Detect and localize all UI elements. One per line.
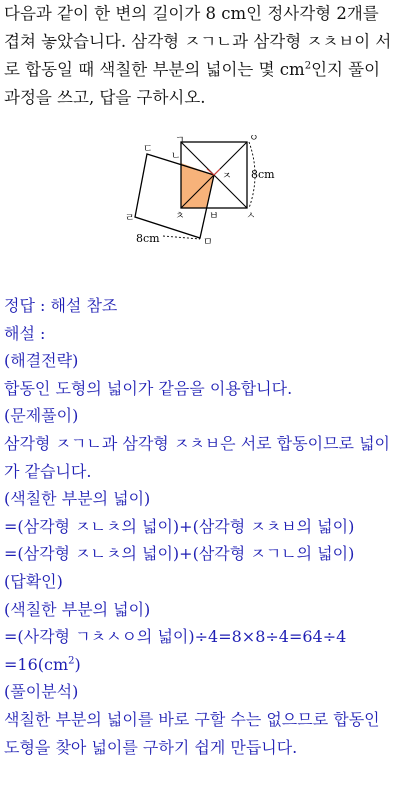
label-o: ㅇ [249,135,259,144]
question-body-end: 인지 풀이 과정을 쓰고, 답을 구하시오. [4,60,381,107]
check-result-sup: 2 [68,655,75,667]
overlapping-squares-figure [125,135,275,247]
label-ch: ㅊ [175,211,185,222]
solution-text: 삼각형 ㅈㄱㄴ과 삼각형 ㅈㅊㅂ은 서로 합동이므로 넓이가 같습니다. [4,433,391,481]
question-body: 다음과 같이 한 변의 길이가 8 cm인 정사각형 2개를 겹쳐 놓았습니다. 삼각형 ㅈㄱㄴ과 삼각형 ㅈㅊㅂ이 서로 합동일 때 색칠한 부분의 넓이는 몇 cm [4,4,392,79]
question-text [4,0,396,112]
explanation-heading: 해설 : [4,323,46,343]
check-step-2: =(사각형 ㄱㅊㅅㅇ의 넓이)÷4=8×8÷4=64÷4 [4,627,347,647]
label-r: ㄹ [125,213,135,224]
label-d: ㄷ [143,144,153,155]
label-b: ㅂ [209,211,219,222]
solution-step-1: (색칠한 부분의 넓이) [4,489,151,509]
analysis-heading: (풀이분석) [4,682,79,702]
solution-step-2: =(삼각형 ㅈㄴㅊ의 넓이)+(삼각형 ㅈㅊㅂ의 넓이) [4,516,355,536]
label-j: ㅈ [222,171,232,182]
strategy-text: 합동인 도형의 넓이가 같음을 이용합니다. [4,378,293,398]
analysis-text: 색칠한 부분의 넓이를 바로 구할 수는 없으므로 합동인 도형을 찾아 넓이를 구하기 쉽게 만듭니다. [4,709,380,757]
answer-line: 정답 : 해설 참조 [4,296,118,315]
check-result [4,651,398,679]
check-result-close: ) [74,654,81,674]
strategy-heading: (해결전략) [4,351,79,371]
label-n: ㄴ [171,151,181,162]
label-g: ㄱ [175,135,185,146]
label-side-right: 8cm [251,168,275,181]
label-side-bottom: 8cm [136,232,160,245]
check-result-value: =16(cm [4,654,69,674]
label-s: ㅅ [246,211,256,222]
solution-heading: (문제풀이) [4,406,79,426]
question-unit-superscript: 2 [304,60,312,72]
answer-explanation [4,292,398,761]
label-m: ㅁ [203,237,213,247]
check-step-1: (색칠한 부분의 넓이) [4,599,151,619]
solution-step-3: =(삼각형 ㅈㄴㅊ의 넓이)+(삼각형 ㅈㄱㄴ의 넓이) [4,544,355,564]
figure-svg [125,135,275,247]
check-heading: (답확인) [4,571,63,591]
